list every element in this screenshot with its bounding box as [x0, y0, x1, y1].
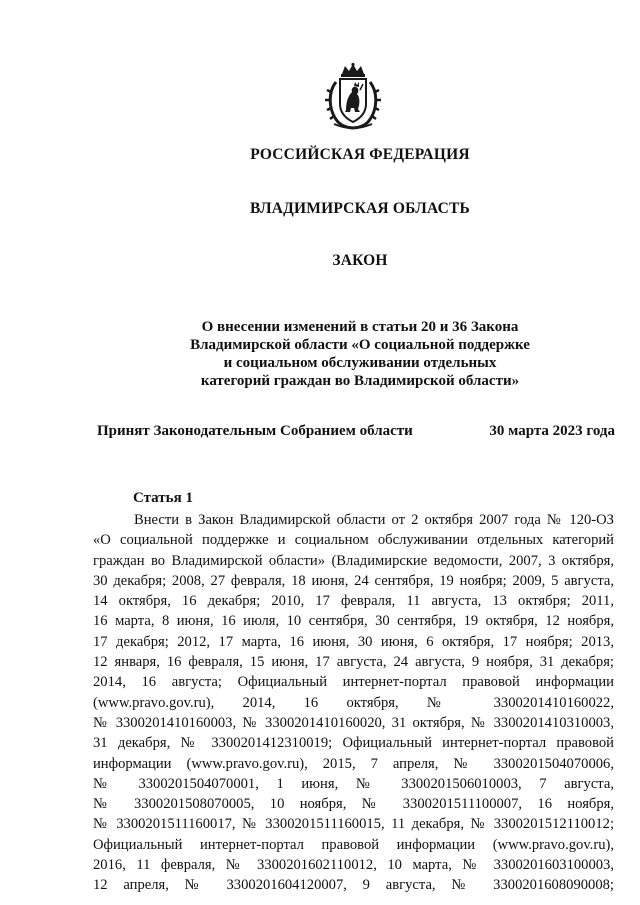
article-line: № 3300201504070001, 1 июня, № 3300201506010003, 7 августа,	[93, 775, 614, 792]
article-line: 14 октября, 16 декабря; 2010, 17 февраля, 11 августа, 13 октября; 2011,	[93, 593, 614, 610]
article-line: (www.pravo.gov.ru), 2014, 16 октября, № 3300201410160022,	[93, 694, 614, 711]
article-line: 16 марта, 8 июня, 16 июля, 10 сентября, 30 сентября, 19 октября, 12 ноября,	[93, 613, 614, 630]
article-line: 2016, 11 февраля, № 3300201602110012, 10 марта, № 3300201603100003,	[93, 857, 614, 874]
article-heading: Статья 1	[133, 490, 193, 506]
article-line: информации (www.pravo.gov.ru), 2015, 7 апреля, № 3300201504070006,	[93, 755, 614, 772]
article-line: № 3300201508070005, 10 ноября, № 3300201511100007, 16 ноября,	[93, 796, 614, 813]
law-title-line: категорий граждан во Владимирской области»	[200, 373, 520, 389]
article-body	[93, 510, 614, 896]
article-line: 2014, 16 августа; Официальный интернет-портал правовой информации	[93, 674, 614, 691]
article-line: Внести в Закон Владимирской области от 2 октября 2007 года № 120-ОЗ	[134, 512, 614, 528]
region-title: ВЛАДИМИРСКАЯ ОБЛАСТЬ	[250, 200, 470, 217]
article-line: 12 апреля, № 3300201604120007, 9 августа, № 3300201608090008;	[93, 877, 614, 894]
law-title-line: О внесении изменений в статьи 20 и 36 Закона	[201, 319, 519, 335]
law-title	[160, 318, 560, 390]
country-title: РОССИЙСКАЯ ФЕДЕРАЦИЯ	[250, 146, 470, 163]
article-line: Официальный интернет-портал правовой информации (www.pravo.gov.ru),	[93, 836, 614, 853]
article-line: «О социальной поддержке и социальном обслуживании отдельных категорий	[93, 532, 614, 549]
adopted-by: Принят Законодательным Собранием области	[97, 423, 413, 439]
article-line: 30 декабря; 2008, 27 февраля, 18 июня, 24 сентября, 19 ноября; 2009, 5 августа,	[93, 572, 614, 589]
article-line: 31 декабря, № 3300201412310019; Официальный интернет-портал правовой	[93, 735, 614, 752]
article-line: № 3300201410160003, № 3300201410160020, 31 октября, № 3300201410310003,	[93, 714, 614, 731]
article-line: 12 января, 16 февраля, 15 июня, 17 августа, 24 августа, 9 ноября, 31 декабря;	[93, 654, 614, 671]
document-type-title: ЗАКОН	[332, 252, 388, 269]
coat-of-arms-icon	[322, 62, 384, 130]
article-line: граждан во Владимирской области» (Владимирские ведомости, 2007, 3 октября,	[93, 552, 614, 569]
adoption-date: 30 марта 2023 года	[489, 423, 615, 439]
law-title-line: и социальном обслуживании отдельных	[223, 355, 497, 371]
article-line: 17 декабря; 2012, 17 марта, 16 июня, 30 июня, 6 октября, 17 ноября; 2013,	[93, 633, 614, 650]
law-title-line: Владимирской области «О социальной поддержке	[190, 337, 530, 353]
article-line: № 3300201511160017, № 3300201511160015, 11 декабря, № 3300201512110012;	[93, 816, 614, 833]
